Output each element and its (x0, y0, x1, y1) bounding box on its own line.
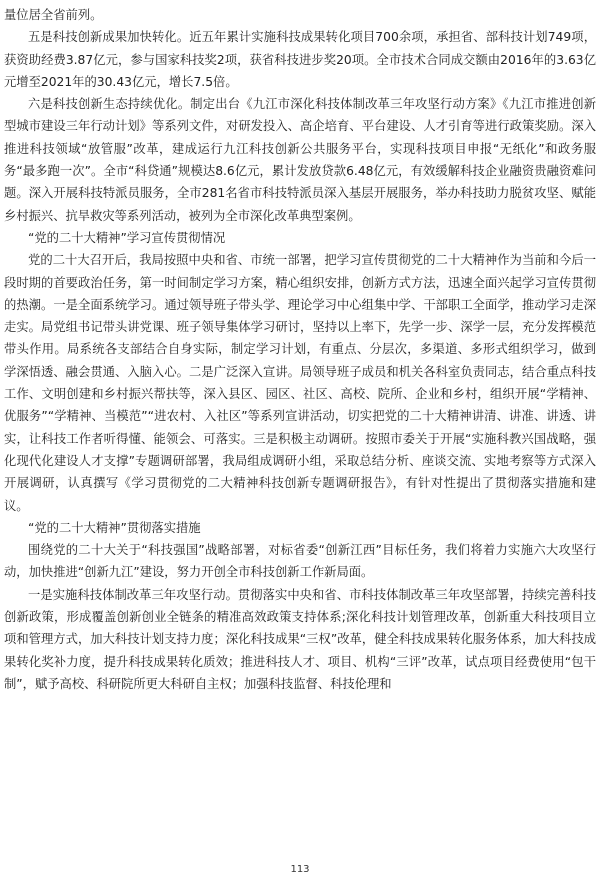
paragraph-measures-intro: 围绕党的二十大关于“科技强国”战略部署，对标省委“创新江西”目标任务，我们将着力实施六大攻坚行动，加快推进“创新九江”建设，努力开创全市科技创新工作新局面。 (4, 543, 596, 580)
section-heading-study: “党的二十大精神”学习宣传贯彻情况 (28, 230, 226, 245)
paragraph-innovation-ecosystem: 六是科技创新生态持续优化。制定出台《九江市深化科技体制改革三年攻坚行动方案》《九江市推进创新型城市建设三年行动计划》等系列文件，对研发投入、高企培育、平台建设、人才引育等进行政策奖励。深入推进科技领域“放管服”改革，建成运行九江科技创新公共服务平台，实现科技项目申报“无纸化”和政务服务“最多跑一次”。全市“科贷通”规模达8.6亿元，累计发放贷款6.48亿元，有效缓解科技企业融资贵融资难问题。深入开展科技特派员服务，全市281名省市科技特派员深入基层开展服务，举办科技助力脱贫攻坚、赋能乡村振兴、抗旱救灾等系列活动，被列为全市深化改革典型案例。 (4, 97, 596, 223)
page-number: 113 (290, 864, 310, 875)
paragraph-reform-action: 一是实施科技体制改革三年攻坚行动。贯彻落实中央和省、市科技体制改革三年攻坚部署，持续完善科技创新政策，形成覆盖创新创业全链条的精准高效政策支持体系;深化科技计划管理改革，创新重大科技项目立项和管理方式，加大科技计划支持力度；深化科技成果“三权”改革，健全科技成果转化服务体系，加大科技成果转化奖补力度，提升科技成果转化质效；推进科技人才、项目、机构“三评”改革，试点项目经费使用“包干制”，赋予高校、科研院所更大科研自主权；加强科技监督、科技伦理和 (4, 587, 596, 691)
paragraph-study-implementation: 党的二十大召开后，我局按照中央和省、市统一部署，把学习宣传贯彻党的二十大精神作为当前和今后一段时期的首要政治任务，第一时间制定学习方案，精心组织安排，创新方式方法，迅速全面兴起学习宣传贯彻的热潮。一是全面系统学习。通过领导班子带头学、理论学习中心组集中学、干部职工全面学，推动学习走深走实。局党组书记带头讲党课、班子领导集体学习研讨，坚持以上率下，先学一步、深学一层，充分发挥模范带头作用。局系统各支部结合自身实际，制定学习计划，有重点、分层次，多渠道、多形式组织学习，做到 学深悟透、融会贯通、入脑入心。二是广泛深入宣讲。局领导班子成员和机关各科室负责同志，结合重点科技工作、文明创建和乡村振兴帮扶等，深入县区、园区、社区、高校、院所、企业和乡村，组织开展“学精神、优服务”“学精神、当模范”“进农村、入社区”等系列宣讲活动，切实把党的二十大精神讲清、讲准、讲透、讲实，让科技工作者听得懂、能领会、可落实。三是积极主动调研。按照市委关于开展“实施科教兴国战略，强化现代化建设人才支撑”专题调研部署，我局组成调研小组，采取总结分析、座谈交流、实地考察等方式深入开展调研，认真撰写《学习贯彻党的二大精神科技创新专题调研报告》，有针对性提出了贯彻落实措施和建议。 (4, 253, 596, 513)
paragraph-continuation: 量位居全省前列。 (4, 8, 103, 22)
section-heading-measures: “党的二十大精神”贯彻落实措施 (28, 520, 201, 535)
paragraph-achievement-transfer: 五是科技创新成果加快转化。近五年累计实施科技成果转化项目700余项，承担省、部科技计划749项，获资助经费3.87亿元，参与国家科技奖2项，获省科技进步奖20项。全市技术合同成交额由2016年的3.63亿元增至2021年的30.43亿元，增长7.5倍。 (4, 30, 596, 89)
document-body (4, 4, 596, 695)
